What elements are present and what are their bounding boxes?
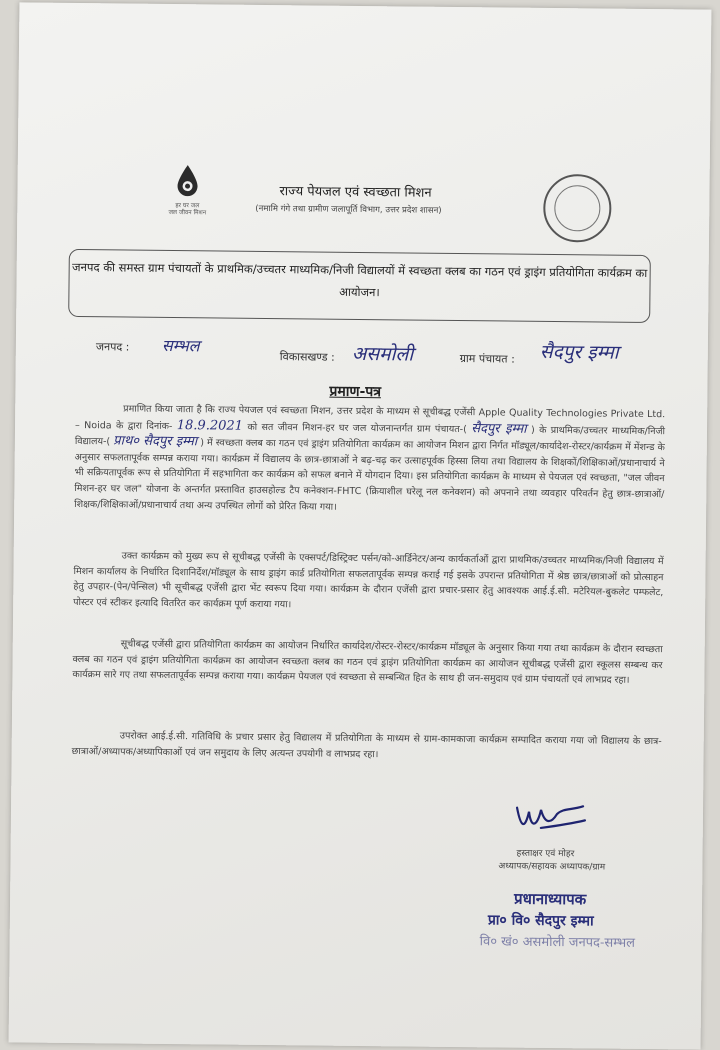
gram-panchayat-handwritten: सैदपुर इम्मा [471, 420, 527, 437]
subject-box: जनपद की समस्त ग्राम पंचायतों के प्राथमिक/उच्चतर माध्यमिक/निजी विद्यालयों में स्वच्छता क्लब का गठन एवं ड्राइंग प्रतियोगिता कार्यक्रम का आयोजन। [68, 249, 651, 323]
stamp-block: वि० खं० असमोली जनपद-सम्भल [479, 934, 636, 951]
seal-emblem-icon [554, 185, 600, 231]
block-value: असमोली [351, 342, 414, 366]
block-label: विकासखण्ड : [279, 350, 335, 364]
school-handwritten: प्राथ० सैदपुर इम्मा [113, 433, 198, 450]
panchayat-value: सैदपुर इम्मा [539, 340, 619, 364]
certificate-page [9, 2, 712, 1049]
sign-seal-label: हस्ताक्षर एवं मोहर [516, 848, 575, 860]
stamp-school: प्रा० वि० सैदपुर इम्मा [487, 912, 594, 930]
district-value: सम्भल [161, 335, 200, 356]
para1-text-d: ) में स्वच्छता क्लब का गठन एवं ड्राइंग प्रतियोगिता कार्यक्रम का आयोजन मिशन द्वारा निर्गत मॉड्यूल/कार्यादेश-रोस्टर/कार्यक्रम में मेंशन्ड के अनुसार सफलतापूर्वक सम्पन्न कराया गया। कार्यक्रम में विद्यालय के छात्र-छात्राओं ने बढ़-चढ़ कर उत्साहपूर्वक हिस्सा लिया तथा विद्यालय के शिक्षकों/शिक्षिकाओं/प्रधानाचार्य ने भी सक्रियतापूर्वक रूप से प्रतियोगिता में सहभागिता कर कार्यक्रम को सफल बनाने में योगदान दिया। इस प्रतियोगिता कार्यक्रम के माध्यम से पेयजल एवं स्वच्छता, "जल जीवन मिशन-हर घर जल" योजना के अन्तर्गत प्रस्तावित हाउसहोल्ड टैप कनेक्शन-FHTC (क्रियाशील घरेलू नल कनेक्शन) को अपनाने तथा व्यवहार परिवर्तन हेतु छात्र-छात्राओं/शिक्षक/शिक्षिकाओं/प्रधानाचार्य तथा अन्य उपस्थित लोगों को प्रेरित किया गया। [74, 437, 665, 513]
handwritten-signature [511, 798, 591, 839]
program-date: 18.9.2021 [176, 417, 244, 434]
certificate-title: प्रमाण-पत्र [329, 383, 382, 401]
paragraph-2 [73, 548, 664, 617]
panchayat-label: ग्राम पंचायत : [459, 352, 515, 366]
paragraph-1 [74, 401, 665, 518]
designation-label: अध्यापक/सहायक अध्यापक/ग्राम [498, 861, 606, 873]
district-label: जनपद : [95, 340, 130, 354]
paragraph-3 [72, 636, 662, 689]
paragraph-4 [72, 728, 662, 765]
mission-title: राज्य पेयजल एवं स्वच्छता मिशन [279, 184, 432, 201]
mission-subtitle: (नमामि गंगे तथा ग्रामीण जलापूर्ति विभाग, उत्तर प्रदेश शासन) [255, 203, 442, 216]
signature-label [498, 847, 605, 874]
para2-text: उक्त कार्यक्रम को मुख्य रूप से सूचीबद्ध एजेंसी के एक्सपर्ट/डिस्ट्रिक्ट पर्सन/को-आर्डिनेटर/अन्य कार्यकर्ताओं द्वारा प्राथमिक/उच्चतर माध्यमिक/निजी विद्यालय में मिशन कार्यालय के निर्धारित दिशानिर्देश/मॉड्यूल के साथ ड्राइंग कार्ड प्रतियोगिता सफलतापूर्वक सम्पन्न कराई गई इसके उपरान्त प्रतियोगिता में श्रेष्ठ छात्र/छात्राओं को प्रोत्साहन हेतु उपहार-(पेन/पेन्सिल) भी सूचीबद्ध एजेंसी द्वारा भेंट स्वरूप दिया गया। कार्यक्रम के दौरान एजेंसी द्वारा प्रचार-प्रसार हेतु आवश्यक आई.ई.सी. मटेरियल-बुकलेट पम्फलेट, पोस्टर एवं स्टीकर इत्यादि वितरित कर कार्यक्रम पूर्ण कराया गया। [73, 550, 664, 611]
para4-text: उपरोक्त आई.ई.सी. गतिविधि के प्रचार प्रसार हेतु विद्यालय में प्रतियोगिता के माध्यम से ग्राम-कामकाजा कार्यक्रम सम्पादित कराया गया जो विद्यालय के छात्र-छात्राओं/अध्यापक/अध्यापिकाओं एवं जन समुदाय के लिए अत्यन्त उपयोगी व लाभप्रद रहा। [71, 730, 662, 760]
para3-text: सूचीबद्ध एजेंसी द्वारा प्रतियोगिता कार्यक्रम का आयोजन निर्धारित कार्यादेश/रोस्टर-रोस्टर/कार्यक्रम मॉड्यूल के अनुसार किया गया तथा कार्यक्रम के दौरान स्वच्छता क्लब का गठन एवं ड्राइंग प्रतियोगिता कार्यक्रम का आयोजन स्वच्छता क्लब का गठन एवं ड्राइंग प्रतियोगिता कार्यक्रम का आयोजन सूचीबद्ध एजेंसी द्वारा स्कूलस सम्बन्ध कर कार्यक्रम सारे गए तथा सफलतापूर्वक सम्पन्न कराया गया। कार्यक्रम पेयजल एवं स्वच्छता से सम्बन्धित हित के साथ ही जन-समुदाय एवं ग्राम पंचायतों एवं लाभप्रद रहा। [72, 638, 663, 687]
up-government-seal [543, 174, 612, 243]
para1-text-a: प्रमाणित किया जाता है कि राज्य पेयजल एवं स्वच्छता मिशन, उत्तर प्रदेश के माध्यम से सूचीबद्ध एजेंसी Apple Quality Technologies Private Ltd. – Noida के द्वारा दिनांक- [74, 403, 666, 432]
water-drop-icon [175, 164, 199, 198]
para1-text-c: ) के प्राथमिक/उच्चतर माध्यमिक/निजी विद्यालय-( [74, 424, 666, 448]
location-fields [95, 335, 686, 366]
logo-caption: हर घर जल जल जीवन मिशन [168, 202, 207, 217]
jal-jeevan-mission-logo [157, 164, 218, 217]
headmaster-stamp [480, 887, 636, 955]
para1-text-b: को सत जीवन मिशन-हर घर जल योजनान्तर्गत ग्राम पंचायत-( [247, 421, 467, 435]
stamp-designation: प्रधानाध्यापक [514, 889, 587, 909]
